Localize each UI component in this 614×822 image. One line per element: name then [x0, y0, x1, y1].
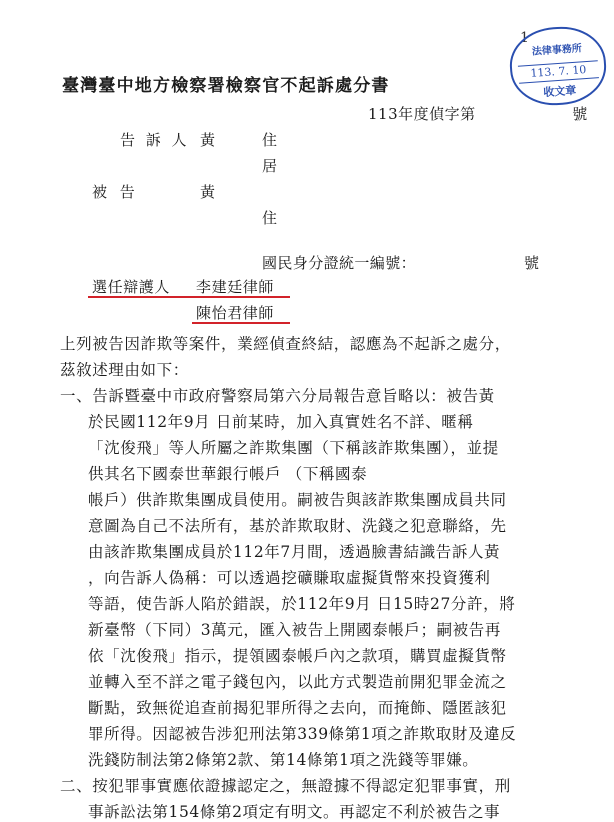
counsel-underline: [88, 296, 290, 298]
section1-line: ，向告訴人偽稱：可以透過挖礦賺取虛擬貨幣來投資獲利: [88, 569, 491, 587]
section1-line: 依「沈俊飛」指示，提領國泰帳戶內之款項，購買虛擬貨幣: [88, 647, 507, 665]
intro-line-1: 上列被告因詐欺等案件，業經偵查終結，認應為不起訴之處分，: [60, 335, 511, 353]
section1-line: 罪所得。因認被告涉犯刑法第339條第1項之詐欺取財及違反: [88, 725, 517, 743]
defendant-address-label: 住: [262, 209, 278, 227]
page-number: 1: [520, 30, 529, 46]
section1-line: 洗錢防制法第2條第2款、第14條第1項之洗錢等罪嫌。: [88, 751, 479, 769]
section1-line: 一、告訴暨臺中市政府警察局第六分局報告意旨略以：被告黃: [60, 387, 495, 405]
intro-line-2: 茲敘述理由如下：: [60, 361, 189, 379]
case-number: [368, 103, 588, 124]
section1-line: 於民國112年9月 日前某時，加入真實姓名不詳、暱稱: [88, 413, 474, 431]
section1-line: 「沈俊飛」等人所屬之詐欺集團（下稱該詐欺集團），並提: [88, 439, 499, 457]
complainant-role: 告 訴 人: [120, 131, 190, 149]
section1-line: 由該詐欺集團成員於112年7月間，透過臉書結識告訴人黃: [88, 543, 501, 561]
section1-line: 新臺幣（下同）3萬元，匯入被告上開國泰帳戶；嗣被告再: [88, 621, 501, 639]
defendant-name: 黃: [200, 183, 216, 201]
section1-line: 帳戶）供詐欺集團成員使用。嗣被告與該詐欺集團成員共同: [88, 491, 507, 509]
counsel-lawyer-1: 李建廷律師: [196, 278, 275, 296]
section2-line: 事訴訟法第154條第2項定有明文。再認定不利於被告之事: [88, 803, 501, 821]
section1-line: 供其名下國泰世華銀行帳戶 （下稱國泰: [88, 465, 368, 483]
id-number-suffix: 號: [524, 254, 540, 272]
complainant-name: 黃: [200, 131, 216, 149]
counsel-underline-2: [192, 322, 290, 324]
section1-line: 並轉入至不詳之電子錢包內，以此方式製造前開犯罪金流之: [88, 673, 507, 691]
stamp-org: 法律事務所: [531, 43, 583, 58]
section1-line: 等語，使告訴人陷於錯誤，於112年9月 日15時27分許，將: [88, 595, 516, 613]
stamp-date: 113. 7. 10: [518, 60, 599, 84]
section2-line: 二、按犯罪事實應依證據認定之，無證據不得認定犯罪事實，刑: [60, 777, 511, 795]
section1-line: 意圖為自己不法所有，基於詐欺取財、洗錢之犯意聯絡，先: [88, 517, 507, 535]
defendant-role: 被 告: [92, 183, 139, 201]
stamp-label: 收文章: [542, 83, 577, 100]
id-number-label: 國民身分證統一編號：: [262, 254, 417, 272]
complainant-address-label: 住: [262, 131, 278, 149]
complainant-residence-label: 居: [262, 157, 278, 175]
section1-line: 斷點，致無從追查前揭犯罪所得之去向，而掩飾、隱匿該犯: [88, 699, 507, 717]
counsel-role: 選任辯護人: [92, 278, 171, 296]
document-title: 臺灣臺中地方檢察署檢察官不起訴處分書: [62, 76, 390, 96]
case-number-suffix: 號: [572, 105, 588, 123]
counsel-lawyer-2: 陳怡君律師: [196, 304, 275, 322]
case-number-prefix: 113年度偵字第: [368, 105, 476, 123]
